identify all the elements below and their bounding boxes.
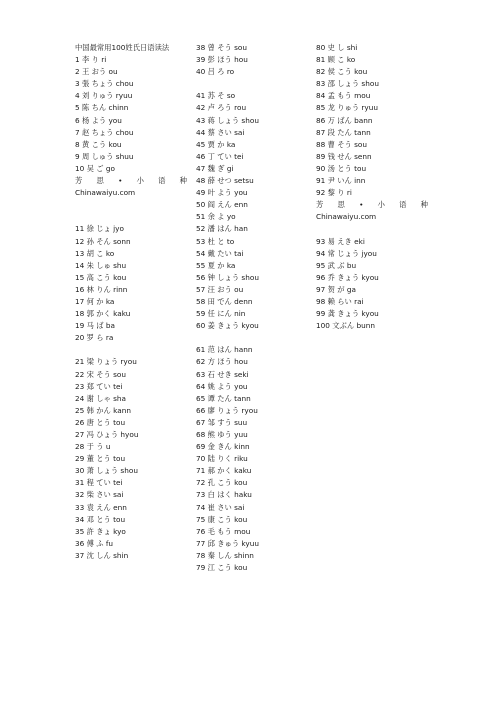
column-3 — [316, 42, 428, 332]
surname-entry: 89 钱 せん senn — [316, 151, 372, 161]
surname-entry: 58 田 でん denn — [196, 296, 253, 306]
surname-entry: 42 卢 ろう rou — [196, 103, 247, 113]
spacer — [75, 211, 187, 223]
surname-entry: 30 萧 しょう shou — [75, 466, 138, 476]
surname-entry: 90 汤 とう tou — [316, 163, 367, 173]
surname-entry: 80 史 し shi — [316, 43, 358, 52]
surname-entry: 57 汪 おう ou — [196, 284, 244, 294]
ad-url: Chinawaiyu.com — [316, 212, 377, 222]
surname-entry: 91 尹 いん inn — [316, 176, 366, 186]
surname-entry: 49 叶 よう you — [196, 188, 248, 198]
surname-entry: 15 高 こう kou — [75, 272, 127, 282]
ad-slogan-char: 语 — [158, 176, 166, 186]
surname-entry: 11 徐 じょ jyo — [75, 224, 124, 234]
surname-entry: 5 陈 ちん chinn — [75, 103, 129, 113]
surname-entry: 81 顾 こ ko — [316, 55, 356, 65]
ad-slogan-char: 种 — [179, 176, 187, 186]
surname-entry: 88 曹 そう sou — [316, 139, 368, 149]
surname-entry: 62 方 ほう hou — [196, 357, 248, 367]
surname-entry: 87 段 たん tann — [316, 127, 371, 137]
surname-entry: 23 郑 てい tei — [75, 381, 123, 391]
surname-entry: 95 武 ぶ bu — [316, 260, 357, 270]
column-2 — [196, 42, 308, 574]
surname-entry: 48 薛 せつ setsu — [196, 176, 254, 186]
surname-entry: 26 唐 とう tou — [75, 417, 126, 427]
surname-entry: 10 吴 ご go — [75, 163, 115, 173]
surname-entry: 17 何 か ka — [75, 296, 115, 306]
ad-slogan-char: • — [359, 200, 364, 210]
surname-entry: 71 郝 かく kaku — [196, 466, 252, 476]
surname-entry: 53 杜 と to — [196, 236, 235, 246]
surname-entry: 60 姜 きょう kyou — [196, 321, 259, 331]
surname-entry: 97 贺 が ga — [316, 284, 356, 294]
surname-entry: 85 龙 りゅう ryuu — [316, 103, 378, 113]
ad-slogan-char: 芳 — [75, 176, 83, 186]
surname-entry: 55 夏 か ka — [196, 260, 236, 270]
surname-entry: 39 彭 ほう hou — [196, 55, 248, 65]
surname-entry: 7 赵 ちょう chou — [75, 127, 134, 137]
surname-entry: 18 郭 かく kaku — [75, 309, 131, 319]
surname-entry: 83 邵 しょう shou — [316, 79, 379, 89]
surname-entry: 50 阎 えん enn — [196, 200, 248, 210]
surname-entry: 40 吕 ろ ro — [196, 67, 235, 77]
surname-entry: 51 余 よ yo — [196, 212, 236, 222]
surname-entry: 31 程 てい tei — [75, 478, 123, 488]
surname-entry: 25 韩 かん kann — [75, 405, 131, 415]
ad-slogan — [316, 199, 428, 211]
surname-entry: 32 柴 さい sai — [75, 490, 124, 500]
surname-entry: 65 谭 たん tann — [196, 393, 251, 403]
surname-entry: 21 梁 りょう ryou — [75, 357, 137, 367]
surname-entry: 63 石 せき seki — [196, 369, 249, 379]
surname-entry: 20 罗 ら ra — [75, 333, 114, 343]
surname-entry: 13 胡 こ ko — [75, 248, 115, 258]
surname-entry: 37 沈 しん shin — [75, 550, 129, 560]
surname-entry: 27 冯 ひょう hyou — [75, 430, 139, 439]
surname-entry: 3 張 ちょう chou — [75, 79, 134, 89]
surname-entry: 56 钟 しょう shou — [196, 272, 259, 282]
surname-entry: 86 万 ばん bann — [316, 115, 373, 125]
spacer — [75, 199, 187, 211]
ad-slogan — [75, 175, 187, 187]
surname-entry: 76 毛 もう mou — [196, 526, 251, 536]
ad-slogan-char: 芳 — [316, 200, 324, 210]
surname-entry: 45 贾 か ka — [196, 139, 236, 149]
surname-entry: 52 潘 はん han — [196, 224, 248, 234]
surname-entry: 77 邱 きゅう kyuu — [196, 538, 259, 548]
ad-url: Chinawaiyu.com — [75, 188, 136, 198]
surname-entry: 9 周 しゅう shuu — [75, 151, 134, 161]
surname-entry: 1 李 り ri — [75, 55, 107, 65]
spacer — [196, 332, 308, 344]
surname-entry: 75 康 こう kou — [196, 514, 248, 524]
surname-entry: 47 魏 ぎ gi — [196, 163, 234, 173]
surname-entry: 99 龚 きょう kyou — [316, 309, 379, 319]
spacer — [196, 78, 308, 90]
document-title: 中国最常用100姓氏日语读法 — [75, 43, 170, 52]
surname-entry: 36 傅 ふ fu — [75, 538, 114, 548]
surname-entry: 38 曾 そう sou — [196, 43, 248, 52]
surname-entry: 28 于 う u — [75, 442, 111, 452]
surname-entry: 98 赖 らい rai — [316, 296, 364, 306]
surname-entry: 96 乔 きょう kyou — [316, 272, 379, 282]
surname-entry: 29 董 とう tou — [75, 454, 126, 464]
surname-entry: 19 马 ば ba — [75, 321, 115, 331]
surname-entry: 66 廖 りょう ryou — [196, 405, 258, 415]
surname-entry: 33 袁 えん enn — [75, 502, 127, 512]
surname-entry: 2 王 おう ou — [75, 67, 118, 77]
surname-entry: 68 熊 ゆう yuu — [196, 430, 248, 439]
surname-entry: 44 蔡 さい sai — [196, 127, 245, 137]
surname-entry: 41 苏 そ so — [196, 91, 236, 101]
ad-slogan-char: 思 — [337, 200, 345, 210]
surname-entry: 78 秦 しん shinn — [196, 550, 254, 560]
ad-slogan-char: 思 — [96, 176, 104, 186]
surname-entry: 59 任 にん nin — [196, 309, 246, 319]
surname-entry: 73 白 はく haku — [196, 490, 252, 500]
surname-entry: 61 范 はん hann — [196, 345, 253, 355]
surname-entry: 14 朱 しゅ shu — [75, 260, 127, 270]
surname-entry: 24 谢 しゃ sha — [75, 393, 127, 403]
surname-entry: 70 陆 りく riku — [196, 454, 248, 464]
ad-slogan-char: 语 — [399, 200, 407, 210]
ad-slogan-char: • — [118, 176, 123, 186]
surname-entry: 34 邓 とう tou — [75, 514, 126, 524]
surname-entry: 8 黄 こう kou — [75, 139, 122, 149]
surname-entry: 82 侯 こう kou — [316, 67, 368, 77]
surname-entry: 22 宋 そう sou — [75, 369, 127, 379]
surname-entry: 72 孔 こう kou — [196, 478, 248, 488]
surname-entry: 100 文ぶん bunn — [316, 321, 375, 331]
surname-entry: 4 刘 りゅう ryuu — [75, 91, 133, 101]
surname-entry: 43 蒋 しょう shou — [196, 115, 259, 125]
surname-entry: 54 戴 たい tai — [196, 248, 244, 258]
surname-entry: 92 黎 り ri — [316, 188, 352, 198]
surname-entry: 74 崔 さい sai — [196, 502, 245, 512]
surname-entry: 67 邹 すう suu — [196, 417, 248, 427]
surname-entry: 6 杨 よう you — [75, 115, 122, 125]
surname-entry: 46 丁 てい tei — [196, 151, 244, 161]
ad-slogan-char: 小 — [377, 200, 385, 210]
surname-entry: 12 孙 そん sonn — [75, 236, 131, 246]
ad-slogan-char: 种 — [420, 200, 428, 210]
surname-entry: 69 金 きん kinn — [196, 442, 250, 452]
surname-entry: 64 姚 よう you — [196, 381, 248, 391]
ad-slogan-char: 小 — [136, 176, 144, 186]
surname-entry: 16 林 りん rinn — [75, 284, 128, 294]
surname-entry: 84 孟 もう mou — [316, 91, 371, 101]
surname-entry: 94 常 じょう jyou — [316, 248, 377, 258]
spacer — [75, 344, 187, 356]
spacer — [316, 223, 428, 235]
surname-entry: 79 江 こう kou — [196, 563, 248, 573]
column-1 — [75, 42, 187, 562]
surname-entry: 93 易 えき eki — [316, 236, 365, 246]
surname-entry: 35 許 きょ kyo — [75, 526, 126, 536]
